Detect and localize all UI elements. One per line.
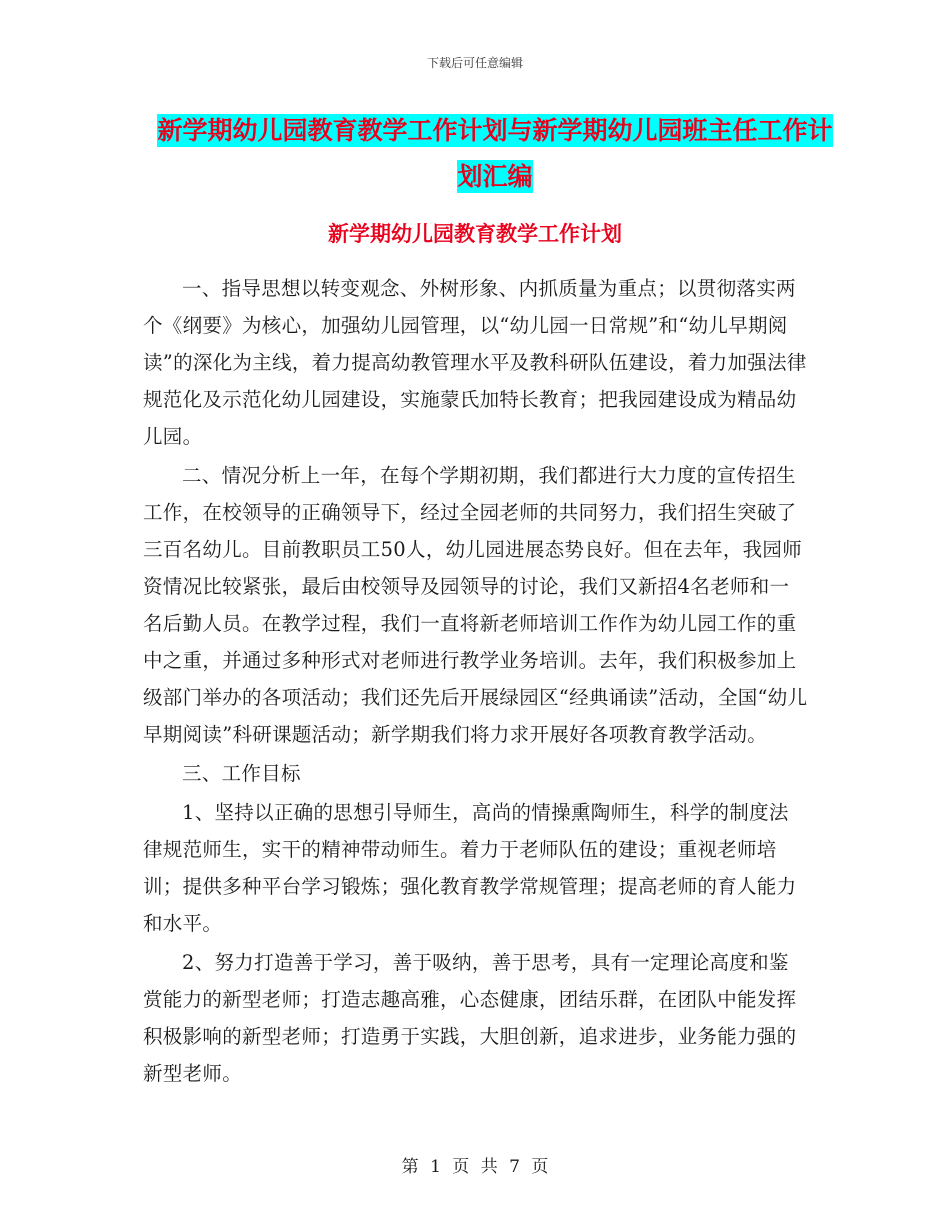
paragraph-situation-analysis: 二、情况分析上一年，在每个学期初期，我们都进行大力度的宣传招生工作，在校领导的正确领导下，经过全园老师的共同努力，我们招生突破了三百名幼儿。目前教职员工50人，幼儿园进展态势良好。但在去年，我园师资情况比较紧张，最后由校领导及园领导的讨论，我们又新招4名老师和一名后勤人员。在教学过程，我们一直将新老师培训工作作为幼儿园工作的重中之重，并通过多种形式对老师进行教学业务培训。去年，我们积极参加上级部门举办的各项活动；我们还先后开展绿园区“经典诵读”活动，全国“幼儿早期阅读”科研课题活动；新学期我们将力求开展好各项教育教学活动。 — [143, 464, 808, 746]
section-title: 新学期幼儿园教育教学工作计划 — [328, 222, 622, 246]
paragraph-work-goals-heading: 三、工作目标 — [182, 762, 301, 785]
paragraph-goal-1: 1、坚持以正确的思想引导师生，高尚的情操熏陶师生，科学的制度法律规范师生，实干的精神带动师生。着力于老师队伍的建设；重视老师培训；提供多种平台学习锻炼；强化教育教学常规管理；提高老师的育人能力和水平。 — [143, 801, 797, 935]
page-header-note: 下载后可任意编辑 — [426, 56, 523, 70]
paragraph-guiding-ideology: 一、指导思想以转变观念、外树形象、内抓质量为重点；以贯彻落实两个《纲要》为核心，加强幼儿园管理，以“幼儿园一日常规”和“幼儿早期阅读”的深化为主线，着力提高幼教管理水平及教科研队伍建设，着力加强法律规范化及示范化幼儿园建设，实施蒙氏加特长教育；把我园建设成为精品幼儿园。 — [143, 277, 807, 448]
document-body — [143, 270, 808, 1094]
document-title — [150, 108, 840, 200]
paragraph-goal-2: 2、努力打造善于学习，善于吸纳，善于思考，具有一定理论高度和鉴赏能力的新型老师；打造志趣高雅，心态健康，团结乐群，在团队中能发挥积极影响的新型老师；打造勇于实践，大胆创新，追求进步，业务能力强的新型老师。 — [143, 951, 797, 1085]
page-number-footer: 第 1 页 共 7 页 — [401, 1157, 549, 1177]
document-title-text: 新学期幼儿园教育教学工作计划与新学期幼儿园班主任工作计划汇编 — [157, 116, 833, 191]
